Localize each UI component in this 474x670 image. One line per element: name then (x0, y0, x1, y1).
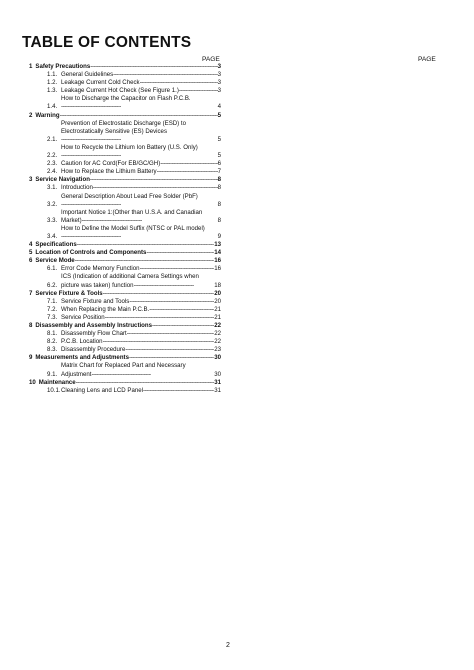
toc-dot-leader (76, 379, 215, 387)
toc-entry-page: 3 (217, 87, 221, 95)
toc-entry-title: Introduction (61, 184, 93, 192)
toc-entry-number: 7.2. (47, 305, 58, 313)
toc-entry-number: 1.1. (47, 71, 58, 79)
toc-entry-page: 9 (217, 232, 221, 240)
toc-entry-title: P.C.B. Location (61, 338, 103, 346)
toc-entry (29, 160, 221, 168)
toc-entry-number: 7.1. (47, 297, 58, 305)
toc-dot-leader (146, 249, 214, 257)
toc-dot-leader (113, 71, 217, 79)
toc-entry (29, 120, 221, 144)
toc-entry-page: 13 (214, 241, 221, 249)
toc-entry-number: 6 (29, 257, 33, 265)
toc-entry-page: 5 (217, 135, 221, 143)
toc-entry-number: 10.1. (47, 386, 61, 394)
toc-dot-leader (90, 63, 217, 71)
toc-entry-page: 8 (217, 176, 221, 184)
toc-entry-title: How to Define the Model Suffix (NTSC or PAL model) (61, 224, 205, 232)
page-column-header-right: PAGE (418, 56, 436, 63)
toc-entry-page: 16 (214, 265, 221, 273)
toc-entry-number: 6.1. (47, 265, 58, 273)
toc-dot-leader (61, 201, 121, 209)
toc-entry-number: 6.2. (47, 281, 58, 289)
toc-list (29, 63, 221, 395)
toc-dot-leader (82, 217, 142, 225)
toc-entry (29, 249, 221, 257)
toc-entry-title: Disassembly Flow Chart (61, 330, 127, 338)
toc-entry-title: Service Mode (35, 257, 75, 265)
toc-entry-title: Matrix Chart for Replaced Part and Necessary Adjustment (61, 362, 186, 378)
toc-entry-title: Safety Precautions (35, 63, 91, 70)
toc-entry-title: How to Discharge the Capacitor on Flash P.C.B. (61, 95, 191, 103)
toc-dot-leader (140, 265, 215, 273)
toc-entry-page: 4 (217, 103, 221, 111)
toc-entry-number: 3.4. (47, 232, 58, 240)
toc-entry-number: 2.3. (47, 160, 58, 168)
toc-entry-title: Location of Controls and Components (35, 249, 147, 257)
toc-entry-title: Warning (35, 111, 60, 119)
toc-dot-leader (61, 233, 121, 241)
toc-entry-number: 8.2. (47, 338, 58, 346)
toc-entry-page: 20 (214, 297, 221, 305)
toc-entry-number: 8 (29, 322, 33, 329)
toc-entry (29, 144, 221, 160)
toc-entry-page: 20 (214, 289, 221, 297)
toc-entry-number: 7 (29, 289, 33, 297)
toc-entry-page: 16 (214, 257, 221, 265)
toc-entry (29, 225, 221, 241)
toc-entry-title: General Description About Lead Free Solder (PbF) (61, 192, 198, 200)
toc-entry-page: 3 (217, 71, 221, 79)
toc-entry (29, 87, 221, 95)
toc-entry-title: Service Navigation (35, 176, 90, 184)
toc-entry-title: Maintenance (38, 378, 76, 386)
toc-entry (29, 387, 221, 395)
toc-entry-number: 8.1. (47, 330, 58, 338)
toc-entry (29, 95, 221, 111)
toc-entry-title: How to Replace the Lithium Battery (61, 168, 157, 176)
toc-entry (29, 184, 221, 192)
toc-entry-number: 3.1. (47, 184, 58, 192)
toc-entry (29, 354, 221, 362)
toc-entry-page: 3 (217, 63, 221, 70)
toc-entry (29, 330, 221, 338)
toc-dot-leader (60, 112, 218, 120)
toc-entry-page: 22 (214, 338, 221, 346)
toc-entry (29, 314, 221, 322)
toc-entry-title: Error Code Memory Function (61, 265, 140, 273)
toc-entry-number: 3.2. (47, 200, 58, 208)
toc-entry-page: 8 (217, 184, 221, 192)
toc-entry (29, 112, 221, 120)
toc-dot-leader (61, 103, 121, 111)
toc-entry-number: 3.3. (47, 216, 58, 224)
toc-entry-title: ICS (Indication of additional Camera Settings when picture was taken) function (61, 273, 199, 289)
page-column-header: PAGE (202, 56, 220, 63)
toc-entry-number: 5 (29, 249, 33, 257)
toc-entry-page: 5 (217, 152, 221, 160)
toc-entry-number: 2.2. (47, 152, 58, 160)
toc-entry-page: 22 (214, 330, 221, 338)
toc-entry (29, 63, 221, 71)
toc-dot-leader (105, 314, 215, 322)
toc-dot-leader (103, 290, 215, 298)
toc-entry-number: 1 (29, 63, 33, 70)
footer-page-number: 2 (226, 642, 230, 649)
toc-entry (29, 290, 221, 298)
toc-dot-leader (91, 371, 151, 379)
toc-entry (29, 168, 221, 176)
toc-entry-page: 23 (214, 346, 221, 354)
toc-entry-number: 10 (29, 378, 36, 386)
toc-entry (29, 241, 221, 249)
toc-entry-page: 21 (214, 305, 221, 313)
toc-entry (29, 306, 221, 314)
toc-entry (29, 79, 221, 87)
toc-entry-title: Caution for AC Cord(For EB/GC/GH) (61, 160, 161, 168)
toc-entry (29, 346, 221, 354)
toc-entry (29, 71, 221, 79)
toc-entry-number: 9 (29, 354, 33, 362)
toc-entry-page: 5 (217, 111, 221, 119)
toc-dot-leader (93, 184, 218, 192)
toc-entry (29, 193, 221, 209)
toc-entry (29, 298, 221, 306)
toc-entry (29, 176, 221, 184)
toc-entry (29, 322, 221, 330)
toc-dot-leader (127, 330, 215, 338)
toc-entry-title: Important Notice 1:(Other than U.S.A. and Canadian Market) (61, 208, 203, 224)
toc-entry (29, 257, 221, 265)
toc-entry-title: Specifications (35, 241, 77, 249)
toc-entry-page: 7 (217, 168, 221, 176)
toc-entry-number: 8.3. (47, 346, 58, 354)
toc-dot-leader (157, 168, 218, 176)
toc-dot-leader (77, 241, 215, 249)
toc-dot-leader (61, 152, 121, 160)
toc-dot-leader (179, 87, 218, 95)
toc-entry-number: 7.3. (47, 313, 58, 321)
toc-entry-page: 30 (214, 370, 221, 378)
toc-entry-page: 3 (217, 79, 221, 87)
toc-entry-number: 1.2. (47, 79, 58, 87)
toc-entry-number: 1.3. (47, 87, 58, 95)
toc-entry-title: General Guidelines (61, 71, 114, 79)
toc-entry-page: 30 (214, 354, 221, 362)
toc-dot-leader (75, 257, 215, 265)
toc-entry (29, 209, 221, 225)
toc-entry-page: 31 (214, 386, 221, 394)
toc-entry-title: Service Fixture and Tools (61, 297, 130, 305)
toc-entry-page: 8 (217, 216, 221, 224)
toc-entry-title: Measurements and Adjustments (35, 354, 129, 362)
toc-entry-number: 2.4. (47, 168, 58, 176)
toc-entry (29, 265, 221, 273)
toc-entry (29, 338, 221, 346)
toc-entry-title: Leakage Current Cold Check (61, 79, 140, 87)
toc-entry-title: Leakage Current Hot Check (See Figure 1.) (61, 87, 179, 95)
toc-dot-leader (160, 160, 217, 168)
toc-entry-title: How to Recycle the Lithium Ion Battery (U.S. Only) (61, 143, 198, 151)
toc-dot-leader (140, 79, 218, 87)
toc-dot-leader (125, 346, 214, 354)
toc-entry-page: 31 (214, 378, 221, 386)
toc-entry-title: Service Position (61, 313, 105, 321)
toc-entry-number: 2 (29, 111, 33, 119)
toc-dot-leader (149, 306, 214, 314)
toc-entry-title: When Replacing the Main P.C.B. (61, 305, 150, 313)
toc-entry-page: 14 (214, 249, 221, 257)
toc-entry-page: 6 (217, 160, 221, 168)
toc-entry (29, 379, 221, 387)
toc-dot-leader (129, 298, 214, 306)
toc-dot-leader (129, 354, 214, 362)
toc-entry-number: 4 (29, 241, 33, 249)
toc-entry-title: Cleaning Lens and LCD Panel (61, 386, 143, 394)
toc-dot-leader (90, 176, 218, 184)
toc-entry-page: 22 (214, 322, 221, 329)
toc-entry-page: 8 (217, 200, 221, 208)
toc-entry-number: 3 (29, 176, 33, 184)
toc-entry-title: Prevention of Electrostatic Discharge (ESD) to Electrostatically Sensitive (ES) Devices (61, 119, 186, 135)
toc-entry-title: Disassembly and Assembly Instructions (35, 322, 153, 329)
toc-dot-leader (143, 387, 214, 395)
toc-dot-leader (61, 136, 121, 144)
toc-entry-number: 2.1. (47, 135, 58, 143)
toc-dot-leader (134, 282, 194, 290)
toc-entry-title: Service Fixture & Tools (35, 289, 103, 297)
toc-entry-title: Disassembly Procedure (61, 346, 126, 354)
toc-entry-number: 9.1. (47, 370, 58, 378)
toc-dot-leader (152, 322, 214, 330)
toc-entry-page: 18 (214, 281, 221, 289)
toc-dot-leader (103, 338, 215, 346)
toc-entry (29, 362, 221, 378)
page-title: TABLE OF CONTENTS (22, 34, 192, 51)
toc-entry (29, 273, 221, 289)
toc-entry-number: 1.4. (47, 103, 58, 111)
toc-entry-page: 21 (214, 313, 221, 321)
